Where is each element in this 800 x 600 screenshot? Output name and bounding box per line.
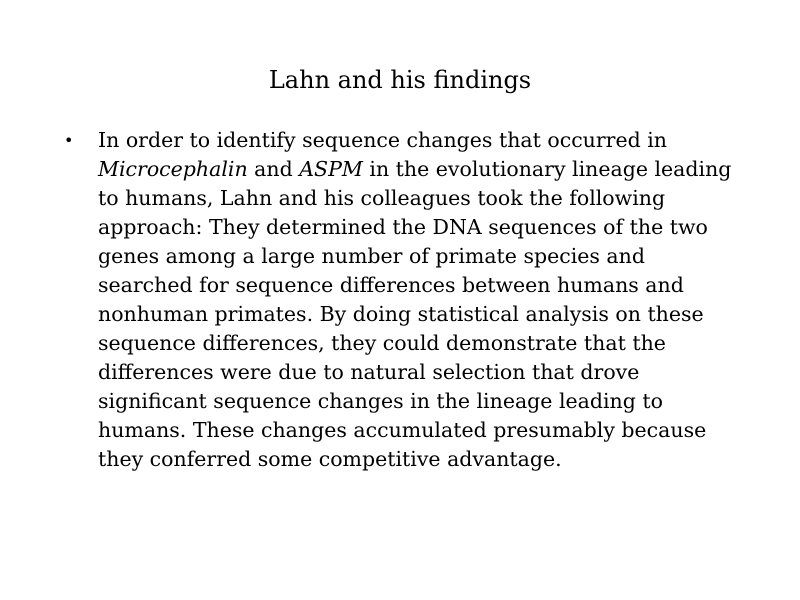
slide-title: Lahn and his findings xyxy=(268,66,532,94)
list-item xyxy=(64,126,744,474)
gene-name-microcephalin: Microcephalin xyxy=(98,157,248,181)
gene-name-aspm: ASPM xyxy=(299,157,363,181)
text-segment: in the evolutionary lineage leading to humans, Lahn and his colleagues took the following approach: They determined the DNA sequences of the two genes among a large number of primate species and searched for sequence differences between humans and nonhuman primates. By doing statistical analysis on these sequence differences, they could demonstrate that the differences were due to natural selection that drove significant sequence changes in the lineage leading to humans. These changes accumulated presumably because they conferred some competitive advantage. xyxy=(98,157,732,471)
bullet-text xyxy=(98,128,731,471)
text-segment: and xyxy=(247,157,300,181)
text-segment: In order to identify sequence changes that occurred in xyxy=(98,128,668,152)
bullet-icon: • xyxy=(64,131,74,150)
bullet-list xyxy=(64,126,744,474)
